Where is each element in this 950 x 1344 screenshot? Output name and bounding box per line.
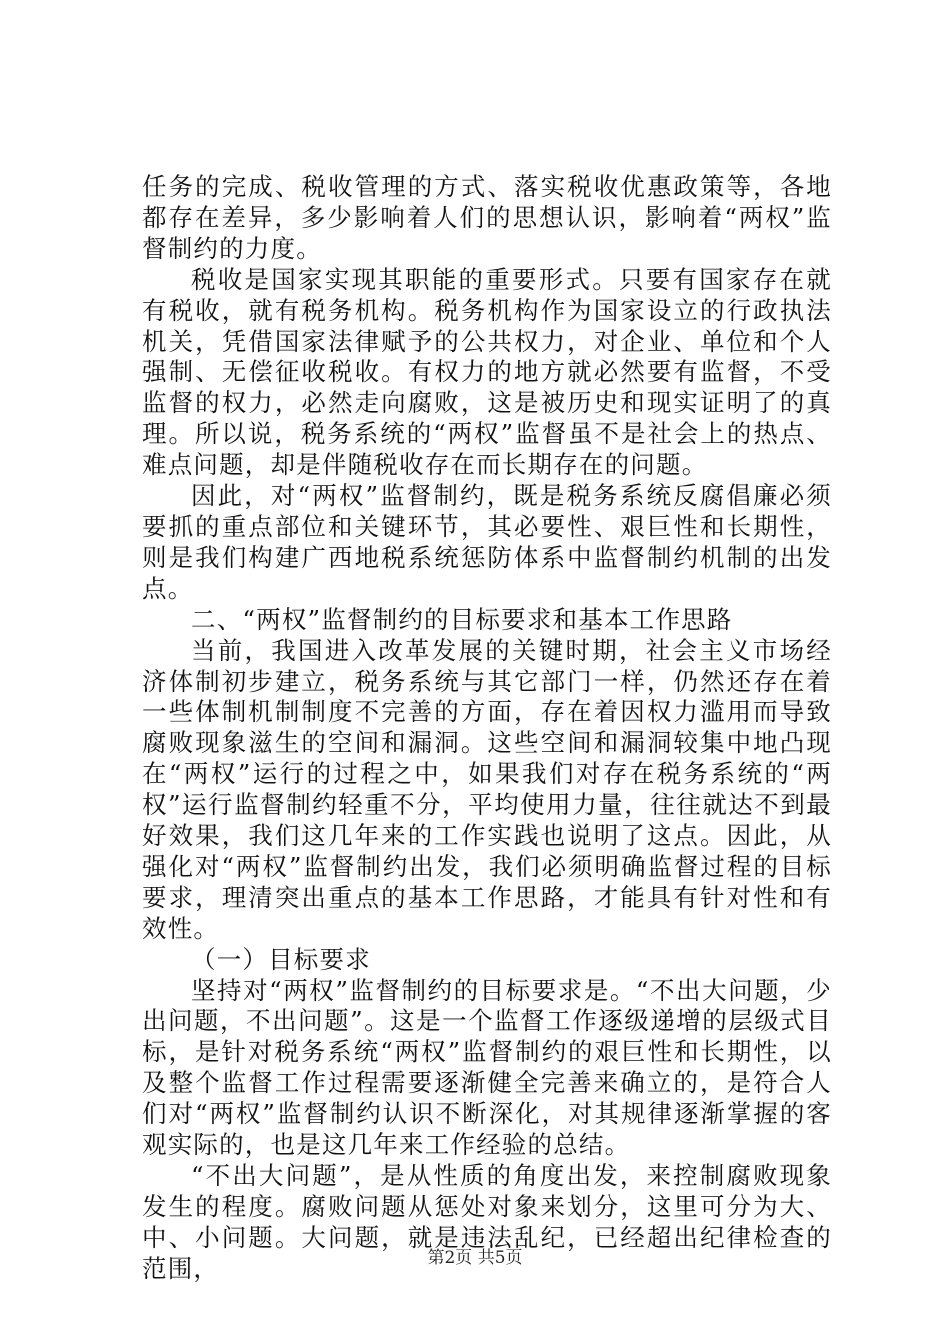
- section-heading: 二、“两权”监督制约的目标要求和基本工作思路: [191, 604, 733, 634]
- paragraph: 因此，对“两权”监督制约，既是税务系统反腐倡廉必须要抓的重点部位和关键环节，其必要性、艰巨性和长期性，则是我们构建广西地税系统惩防体系中监督制约机制的出发点。: [142, 481, 832, 603]
- paragraph: 坚持对“两权”监督制约的目标要求是。“不出大问题，少出问题，不出问题”。这是一个监督工作逐级递增的层级式目标，是针对税务系统“两权”监督制约的艰巨性和长期性，以及整个监督工作过程需要逐渐健全完善来确立的，是符合人们对“两权”监督制约认识不断深化，对其规律逐渐掌握的客观实际的，也是这几年来工作经验的总结。: [142, 975, 832, 1160]
- paragraph: “不出大问题”，是从性质的角度出发，来控制腐败现象发生的程度。腐败问题从惩处对象来划分，这里可分为大、中、小问题。大问题，就是违法乱纪，已经超出纪律检查的范围，: [142, 1161, 832, 1283]
- paragraph: 税收是国家实现其职能的重要形式。只要有国家存在就有税收，就有税务机构。税务机构作为国家设立的行政执法机关，凭借国家法律赋予的公共权力，对企业、单位和个人强制、无偿征收税收。有权力的地方就必然要有监督，不受监督的权力，必然走向腐败，这是被历史和现实证明了的真理。所以说，税务系统的“两权”监督虽不是社会上的热点、难点问题，却是伴随税收存在而长期存在的问题。: [142, 264, 832, 480]
- subsection-heading: （一）目标要求: [191, 944, 371, 974]
- paragraph-continuation: 任务的完成、税收管理的方式、落实税收优惠政策等，各地都存在差异，多少影响着人们的思想认识，影响着“两权”监督制约的力度。: [142, 172, 832, 263]
- paragraph: 当前，我国进入改革发展的关键时期，社会主义市场经济体制初步建立，税务系统与其它部门一样，仍然还存在着一些体制机制制度不完善的方面，存在着因权力滥用而导致腐败现象滋生的空间和漏洞。这些空间和漏洞较集中地凸现在“两权”运行的过程之中，如果我们对存在税务系统的“两权”运行监督制约轻重不分，平均使用力量，往往就达不到最好效果，我们这几年来的工作实践也说明了这点。因此，从强化对“两权”监督制约出发，我们必须明确监督过程的目标要求，理清突出重点的基本工作思路，才能具有针对性和有效性。: [142, 635, 832, 943]
- page-number-footer: 第2页 共5页: [427, 1248, 523, 1268]
- body-text: [142, 172, 832, 1285]
